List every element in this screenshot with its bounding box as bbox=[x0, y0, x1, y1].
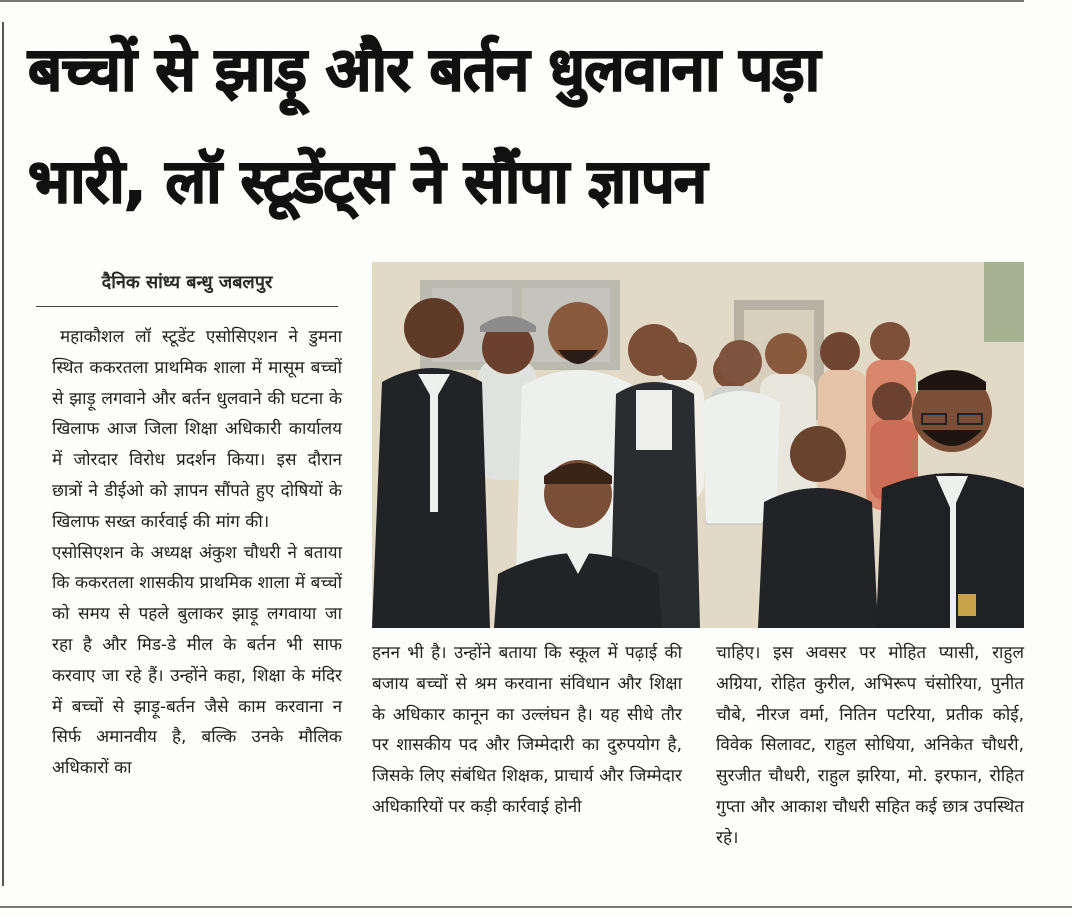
article-column-2: हनन भी है। उन्होंने बताया कि स्कूल में पढ़ाई की बजाय बच्चों से श्रम करवाना संविधान और शिक्षा के अधिकार कानून का उल्लंघन है। यह सीधे तौर पर शासकीय पद और जिम्मेदारी का दुरुपयोग है, जिसके लिए संबंधित शिक्षक, प्राचार्य और जिम्मेदार अधिकारियों पर कड़ी कार्रवाई होनी bbox=[372, 643, 682, 817]
top-rule bbox=[0, 0, 1024, 2]
article-paragraph-2: एसोसिएशन के अध्यक्ष अंकुश चौधरी ने बताया कि ककरतला शासकीय प्राथमिक शाला में बच्चों को समय से पहले बुलाकर झाड़ू लगवाया जा रहा है और मिड-डे मील के बर्तन भी साफ करवाए जा रहे हैं। उन्होंने कहा, शिक्षा के मंदिर में बच्चों से झाड़ू-बर्तन जैसे काम करवाना न सिर्फ अमानवीय है, बल्कि उनके मौलिक अधिकारों का bbox=[52, 542, 342, 779]
headline-line-1: बच्चों से झाड़ू और बर्तन धुलवाना पड़ा bbox=[28, 35, 820, 105]
group-photo-illustration bbox=[372, 262, 1024, 628]
bottom-rule bbox=[0, 906, 1072, 908]
headline bbox=[28, 14, 1032, 238]
byline-rule bbox=[36, 306, 338, 307]
news-photo bbox=[372, 262, 1024, 628]
article-paragraph-1: महाकौशल लॉ स्टूडेंट एसोसिएशन ने डुमना स्थित ककरतला प्राथमिक शाला में मासूम बच्चों से झाड़ू लगवाने और बर्तन धुलवाने की घटना के खिलाफ आज जिला शिक्षा अधिकारी कार्यालय में जोरदार विरोध प्रदर्शन किया। इस दौरान छात्रों ने डीईओ को ज्ञापन सौंपते हुए दोषियों के खिलाफ सख्त कार्रवाई की मांग की। bbox=[52, 327, 342, 532]
article-column-3: चाहिए। इस अवसर पर मोहित प्यासी, राहुल अग्रिया, रोहित कुरील, अभिरूप चंसोरिया, पुनीत चौबे, नीरज वर्मा, नितिन पटरिया, प्रतीक कोई, विवेक सिलावट, राहुल सोधिया, अनिकेत चौधरी, सुरजीत चौधरी, राहुल झरिया, मो. इरफान, रोहित गुप्ता और आकाश चौधरी सहित कई छात्र उपस्थित रहे। bbox=[716, 643, 1024, 848]
article-column-1 bbox=[52, 322, 342, 784]
byline: दैनिक सांध्य बन्धु जबलपुर bbox=[101, 272, 273, 293]
left-column-rule bbox=[2, 22, 4, 886]
headline-line-2: भारी, लॉ स्टूडेंट्स ने सौंपा ज्ञापन bbox=[28, 147, 707, 217]
